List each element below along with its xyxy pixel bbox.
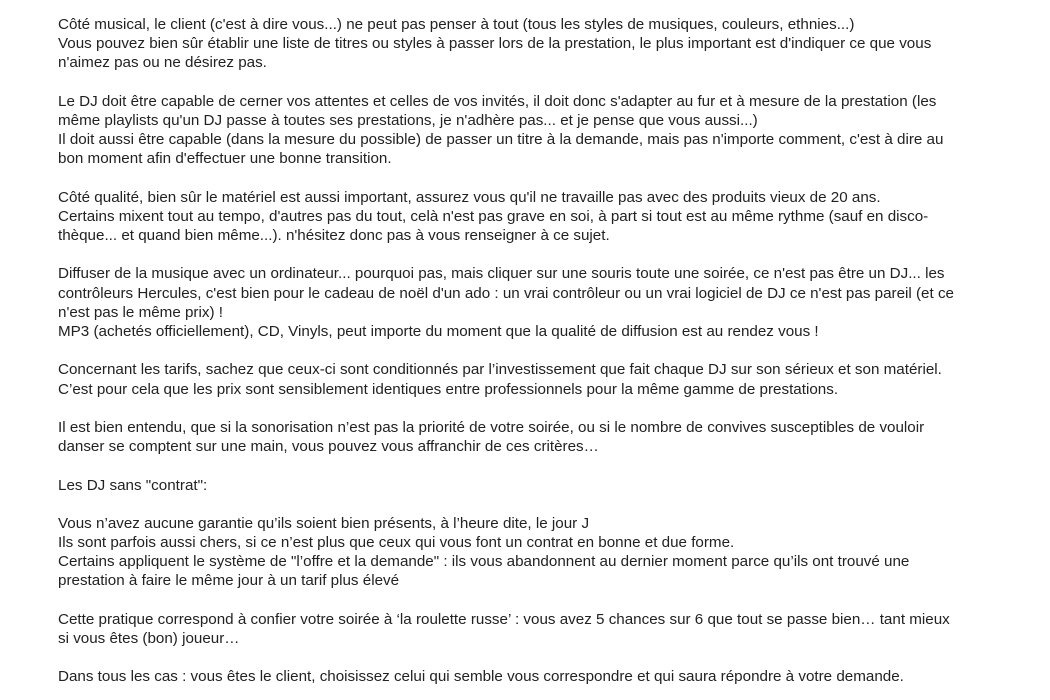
text-line: même playlists qu'un DJ passe à toutes ses prestations, je n'adhère pas... et je pense que vous aussi...) (58, 111, 758, 129)
paragraph-conclusion (58, 667, 1008, 686)
paragraph-spacer (58, 456, 1008, 475)
text-line: Concernant les tarifs, sachez que ceux-ci sont conditionnés par l’investissement que fait chaque DJ sur son sérieux et son matériel. (58, 361, 942, 379)
paragraph-musical (58, 15, 1008, 73)
text-line: prestation à faire le même jour à un tarif plus élevé (58, 572, 400, 590)
text-line: Certains mixent tout au tempo, d'autres pas du tout, celà n'est pas grave en soi, à part si tout est au même rythme (sauf en disco- (58, 207, 929, 225)
paragraph-roulette (58, 610, 1008, 648)
paragraph-no-guarantee (58, 514, 1008, 591)
paragraph-spacer (58, 245, 1008, 264)
text-line: danser se comptent sur une main, vous pouvez vous affranchir de ces critères… (58, 438, 599, 456)
text-line: Vous pouvez bien sûr établir une liste de titres ou styles à passer lors de la prestation, le plus important est d'indiquer ce que vous (58, 35, 932, 53)
paragraph-no-contract-heading (58, 476, 1008, 495)
paragraph-spacer (58, 341, 1008, 360)
article-body (58, 15, 1008, 687)
text-line: Diffuser de la musique avec un ordinateur... pourquoi pas, mais cliquer sur une souris toute une soirée, ce n'est pas être un DJ... les (58, 265, 945, 283)
paragraph-spacer (58, 73, 1008, 92)
text-line: thèque... et quand bien même...). n'hésitez donc pas à vous renseigner à ce sujet. (58, 227, 610, 245)
text-line: contrôleurs Hercules, c'est bien pour le cadeau de noël d'un ado : un vrai contrôleur ou un vrai logiciel de DJ ce n'est pas pareil (et ce (58, 284, 954, 302)
paragraph-spacer (58, 495, 1008, 514)
paragraph-quality (58, 188, 1008, 246)
paragraph-spacer (58, 399, 1008, 418)
paragraph-dj-adapt (58, 92, 1008, 169)
paragraph-spacer (58, 648, 1008, 667)
text-line: Cette pratique correspond à confier votre soirée à ‘la roulette russe’ : vous avez 5 chances sur 6 que tout se passe bien… tant mieux (58, 610, 950, 628)
text-line: n'est pas le même prix) ! (58, 303, 223, 321)
text-line: C’est pour cela que les prix sont sensiblement identiques entre professionnels pour la même gamme de prestations. (58, 380, 839, 398)
text-line: n'aimez pas ou ne désirez pas. (58, 54, 267, 72)
text-line: Il doit aussi être capable (dans la mesure du possible) de passer un titre à la demande, mais pas n'importe comment, c'est à dire au (58, 131, 944, 149)
paragraph-spacer (58, 591, 1008, 610)
text-line: Certains appliquent le système de "l’offre et la demande" : ils vous abandonnent au dernier moment parce qu’ils ont trouvé une (58, 553, 910, 571)
paragraph-priority (58, 418, 1008, 456)
text-line: Côté musical, le client (c'est à dire vous...) ne peut pas penser à tout (tous les styles de musiques, couleurs, ethnies...) (58, 16, 855, 33)
paragraph-rates (58, 360, 1008, 398)
text-line: Les DJ sans "contrat": (58, 476, 208, 494)
paragraph-computer (58, 264, 1008, 341)
text-line: Il est bien entendu, que si la sonorisation n’est pas la priorité de votre soirée, ou si le nombre de convives susceptibles de vouloir (58, 418, 925, 436)
text-line: Ils sont parfois aussi chers, si ce n’est plus que ceux qui vous font un contrat en bonne et due forme. (58, 534, 735, 552)
text-line: Vous n’avez aucune garantie qu’ils soient bien présents, à l’heure dite, le jour J (58, 514, 590, 532)
text-line: si vous êtes (bon) joueur… (58, 630, 240, 647)
paragraph-spacer (58, 169, 1008, 188)
text-line: Côté qualité, bien sûr le matériel est aussi important, assurez vous qu'il ne travaille pas avec des produits vieux de 20 ans. (58, 188, 881, 206)
text-line: MP3 (achetés officiellement), CD, Vinyls, peut importe du moment que la qualité de diffusion est au rendez vous ! (58, 323, 819, 340)
text-line: Dans tous les cas : vous êtes le client, choisissez celui qui semble vous correspondre et qui saura répondre à votre demande. (58, 668, 904, 686)
text-line: bon moment afin d'effectuer une bonne transition. (58, 150, 392, 168)
text-line: Le DJ doit être capable de cerner vos attentes et celles de vos invités, il doit donc s'adapter au fur et à mesure de la prestation (les (58, 92, 937, 110)
